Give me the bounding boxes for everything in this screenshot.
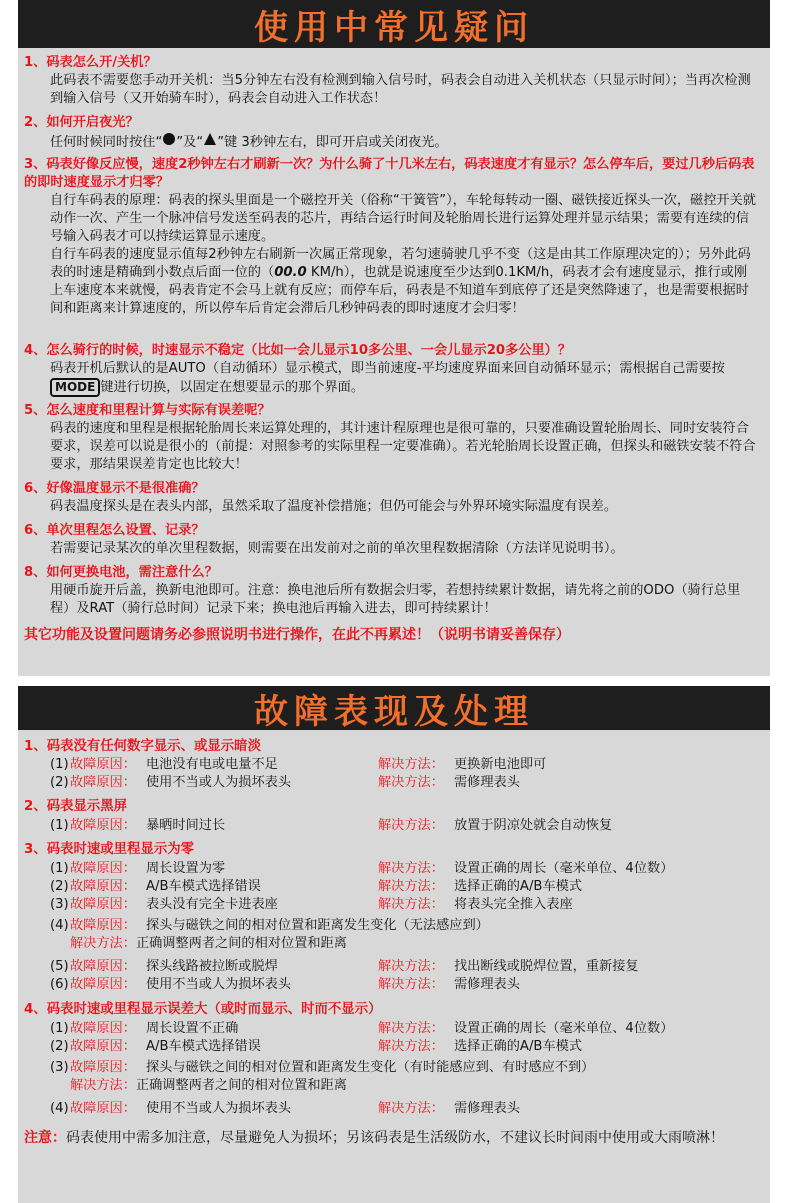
cause-text: 使用不当或人为损坏表头 — [146, 1101, 292, 1116]
cause-label: 故障原因： — [70, 775, 136, 790]
solution-label: 解决方法： — [378, 861, 444, 876]
answer-text: 码表开机后默认的是AUTO（自动循环）显示模式，即当前速度-平均速度界面来回自动循环显示；需根据自己需要按 — [50, 361, 725, 376]
faq-question: 1、码表怎么开/关机？ — [24, 55, 157, 70]
faq-item-2 — [24, 114, 764, 152]
cause-text: 周长设置为零 — [146, 861, 226, 876]
cause-label: 故障原因： — [70, 861, 136, 876]
solution-label: 解决方法： — [378, 879, 444, 894]
cause-text: 探头与磁铁之间的相对位置和距离发生变化（无法感应到） — [146, 918, 489, 933]
faq-question: 6、单次里程怎么设置、记录？ — [24, 523, 205, 538]
solution-label: 解决方法： — [378, 757, 444, 772]
row-number: (6) — [50, 977, 69, 992]
solution-text: 正确调整两者之间的相对位置和距离 — [135, 1078, 347, 1093]
faq-answer — [24, 132, 764, 152]
faq-answer: 此码表不需要您手动开关机：当5分钟左右没有检测到输入信号时，码表会自动进入关机状态（只显示时间）；当再次检测到输入信号（又开始骑车时），码表会自动进入工作状态！ — [50, 73, 751, 106]
solution-text: 设置正确的周长（毫米单位、4位数） — [454, 1021, 674, 1036]
fault-row — [50, 756, 760, 774]
fault-row — [50, 976, 760, 994]
solution-text: 选择正确的A/B车模式 — [454, 879, 583, 894]
faq-question: 5、怎么速度和里程计算与实际有误差呢？ — [24, 403, 271, 418]
troubleshooting-title: 故障表现及处理 — [254, 691, 534, 732]
note-text: 码表使用中需多加注意，尽量避免人为损坏；另该码表是生活级防水，不建议长时间雨中使用或大雨喷淋！ — [66, 1130, 724, 1146]
troubleshooting-banner — [18, 686, 770, 730]
cause-text: 使用不当或人为损坏表头 — [146, 977, 292, 992]
row-number: (3) — [50, 1060, 69, 1075]
faq-answer: 码表温度探头是在表头内部，虽然采取了温度补偿措施；但仍可能会与外界环境实际温度有误差。 — [50, 499, 618, 514]
solution-text: 将表头完全推入表座 — [454, 897, 573, 912]
faq-answer: 若需要记录某次的单次里程数据，则需要在出发前对之前的单次里程数据清除（方法详见说明书）。 — [50, 541, 624, 556]
solution-label: 解决方法： — [70, 1078, 136, 1093]
cause-label: 故障原因： — [70, 1021, 136, 1036]
faq-question: 2、如何开启夜光？ — [24, 115, 139, 130]
fault-category-title: 1、码表没有任何数字显示、或显示暗淡 — [24, 739, 261, 754]
faq-question: 4、怎么骑行的时候，时速显示不稳定（比如一会儿显示10多公里、一会儿显示20多公里）？ — [24, 343, 572, 358]
cause-label: 故障原因： — [70, 1060, 136, 1075]
solution-label: 解决方法： — [378, 1101, 444, 1116]
cause-label: 故障原因： — [70, 757, 136, 772]
fault-row — [50, 1059, 760, 1077]
black-triangle-icon — [203, 132, 217, 152]
cause-label: 故障原因： — [70, 918, 136, 933]
cause-text: A/B车模式选择错误 — [146, 1039, 261, 1054]
solution-label: 解决方法： — [378, 1021, 444, 1036]
solution-text: 设置正确的周长（毫米单位、4位数） — [454, 861, 674, 876]
solution-label: 解决方法： — [70, 936, 136, 951]
faq-answer-part1: 自行车码表的原理：码表的探头里面是一个磁控开关（俗称“干簧管”），车轮每转动一圈、磁铁接近探头一次，磁控开关就动作一次、产生一个脉冲信号发送至码表的芯片，再结合运行时间及轮胎周长进行运算处理并显示结果；需要有连续的信号输入码表才可以持续运算显示速度。 — [50, 193, 756, 244]
faq-closing-note: 其它功能及设置问题请务必参照说明书进行操作，在此不再累述！（说明书请妥善保存） — [24, 627, 570, 643]
fault-row — [50, 817, 760, 835]
faq-item-7 — [24, 522, 764, 558]
fault-row — [50, 774, 760, 792]
faq-item-3 — [24, 156, 764, 318]
fault-category-title: 3、码表时速或里程显示为零 — [24, 842, 195, 857]
cause-label: 故障原因： — [70, 879, 136, 894]
fault-row — [50, 1020, 760, 1038]
faq-answer: 码表的速度和里程是根据轮胎周长来运算处理的，其计速计程原理也是很可靠的，只要准确设置轮胎周长、同时安装符合要求，误差可以说是很小的（前提：对照参考的实际里程一定要准确）。若光轮胎周长设置正确，但探头和磁铁安装不符合要求，那结果误差肯定也比较大！ — [50, 421, 756, 472]
solution-label: 解决方法： — [378, 818, 444, 833]
answer-text: 键进行切换，以固定在想要显示的那个界面。 — [100, 380, 365, 395]
row-number: (1) — [50, 818, 69, 833]
answer-text: KM/h），也就是说速度至少达到0.1KM/h，码表才会有速度显示，推行或刚上车速度本来就慢，码表肯定不会马上就有反应；而停车后，码表是不知道车到底停了还是突然降速了，也是需要根据时间和距离来计算速度的，所以停车后肯定会滞后几秒钟码表的即时速度才会归零！ — [50, 265, 749, 316]
solution-text: 需修理表头 — [454, 1101, 520, 1116]
solution-text: 需修理表头 — [454, 775, 520, 790]
cause-text: 表头没有完全卡进表座 — [146, 897, 278, 912]
solution-label: 解决方法： — [378, 775, 444, 790]
fault-row — [50, 1038, 760, 1056]
faq-item-8 — [24, 564, 764, 618]
row-number: (4) — [50, 1101, 69, 1116]
solution-label: 解决方法： — [378, 1039, 444, 1054]
cause-text: 使用不当或人为损坏表头 — [146, 775, 292, 790]
row-number: (1) — [50, 1021, 69, 1036]
faq-item-1 — [24, 54, 764, 108]
row-number: (2) — [50, 1039, 69, 1054]
fault-row — [50, 878, 760, 896]
row-number: (1) — [50, 757, 69, 772]
usage-note — [24, 1128, 762, 1148]
fault-row — [50, 917, 760, 935]
cause-label: 故障原因： — [70, 1101, 136, 1116]
solution-label: 解决方法： — [378, 897, 444, 912]
cause-text: 暴晒时间过长 — [146, 818, 226, 833]
troubleshooting-panel — [18, 686, 770, 1203]
faq-answer-part2 — [24, 246, 764, 318]
cause-text: A/B车模式选择错误 — [146, 879, 261, 894]
black-circle-icon — [162, 132, 176, 152]
cause-text: 探头线路被拉断或脱焊 — [146, 959, 278, 974]
row-number: (4) — [50, 918, 69, 933]
faq-answer — [24, 360, 764, 397]
solution-text: 正确调整两者之间的相对位置和距离 — [135, 936, 347, 951]
answer-text: 自行车码表的速度显示值每2秒钟左右刷新一次属正常现象，若匀速骑驶几乎不变（这是由其工作原理决定的）；另外此码表的时速是精确到小数点后面一位的（ — [50, 247, 751, 280]
cause-label: 故障原因： — [70, 897, 136, 912]
cause-label: 故障原因： — [70, 1039, 136, 1054]
fault-category-title: 4、码表时速或里程显示误差大（或时而显示、时而不显示） — [24, 1002, 382, 1017]
cause-label: 故障原因： — [70, 959, 136, 974]
faq-title: 使用中常见疑问 — [254, 7, 534, 48]
solution-label: 解决方法： — [378, 977, 444, 992]
row-number: (2) — [50, 775, 69, 790]
faq-question: 3、码表好像反应慢，速度2秒钟左右才刷新一次？为什么骑了十几米左右，码表速度才有显示？怎么停车后，要过几秒后码表的即时速度显示才归零？ — [24, 157, 755, 190]
solution-text: 选择正确的A/B车模式 — [454, 1039, 583, 1054]
fault-row — [50, 860, 760, 878]
cause-text: 周长设置不正确 — [146, 1021, 239, 1036]
solution-text: 更换新电池即可 — [454, 757, 547, 772]
row-number: (5) — [50, 959, 69, 974]
answer-text: 任何时候同时按住“ — [50, 135, 163, 150]
faq-item-4 — [24, 342, 764, 397]
solution-text: 放置于阴凉处就会自动恢复 — [454, 818, 613, 833]
faq-panel — [18, 0, 770, 676]
mode-key-icon: MODE — [50, 378, 100, 397]
cause-text: 探头与磁铁之间的相对位置和距离发生变化（有时能感应到、有时感应不到） — [146, 1060, 595, 1075]
speed-readout: 00.0 — [274, 265, 307, 280]
answer-text: ”键 3秒钟左右，即可开启或关闭夜光。 — [217, 135, 448, 150]
faq-item-5 — [24, 402, 764, 474]
row-number: (2) — [50, 879, 69, 894]
row-number: (3) — [50, 897, 69, 912]
solution-label: 解决方法： — [378, 959, 444, 974]
cause-label: 故障原因： — [70, 818, 136, 833]
faq-question: 8、如何更换电池，需注意什么？ — [24, 565, 218, 580]
fault-row — [50, 958, 760, 976]
fault-row — [50, 1100, 760, 1118]
cause-label: 故障原因： — [70, 977, 136, 992]
solution-text: 需修理表头 — [454, 977, 520, 992]
faq-item-6 — [24, 480, 764, 516]
row-number: (1) — [50, 861, 69, 876]
note-label: 注意： — [24, 1130, 66, 1146]
fault-row-solution — [70, 935, 347, 953]
faq-banner — [18, 0, 770, 48]
answer-text: ”及“ — [176, 135, 204, 150]
faq-answer: 用硬币旋开后盖，换新电池即可。注意：换电池后所有数据会归零，若想持续累计数据，请先将之前的ODO（骑行总里程）及RAT（骑行总时间）记录下来；换电池后再输入进去，即可持续累计！ — [50, 583, 741, 616]
fault-category-title: 2、码表显示黑屏 — [24, 799, 128, 814]
fault-row — [50, 896, 760, 914]
cause-text: 电池没有电或电量不足 — [146, 757, 278, 772]
faq-question: 6、好像温度显示不是很准确？ — [24, 481, 205, 496]
solution-text: 找出断线或脱焊位置，重新接复 — [454, 959, 639, 974]
fault-row-solution — [70, 1077, 347, 1095]
